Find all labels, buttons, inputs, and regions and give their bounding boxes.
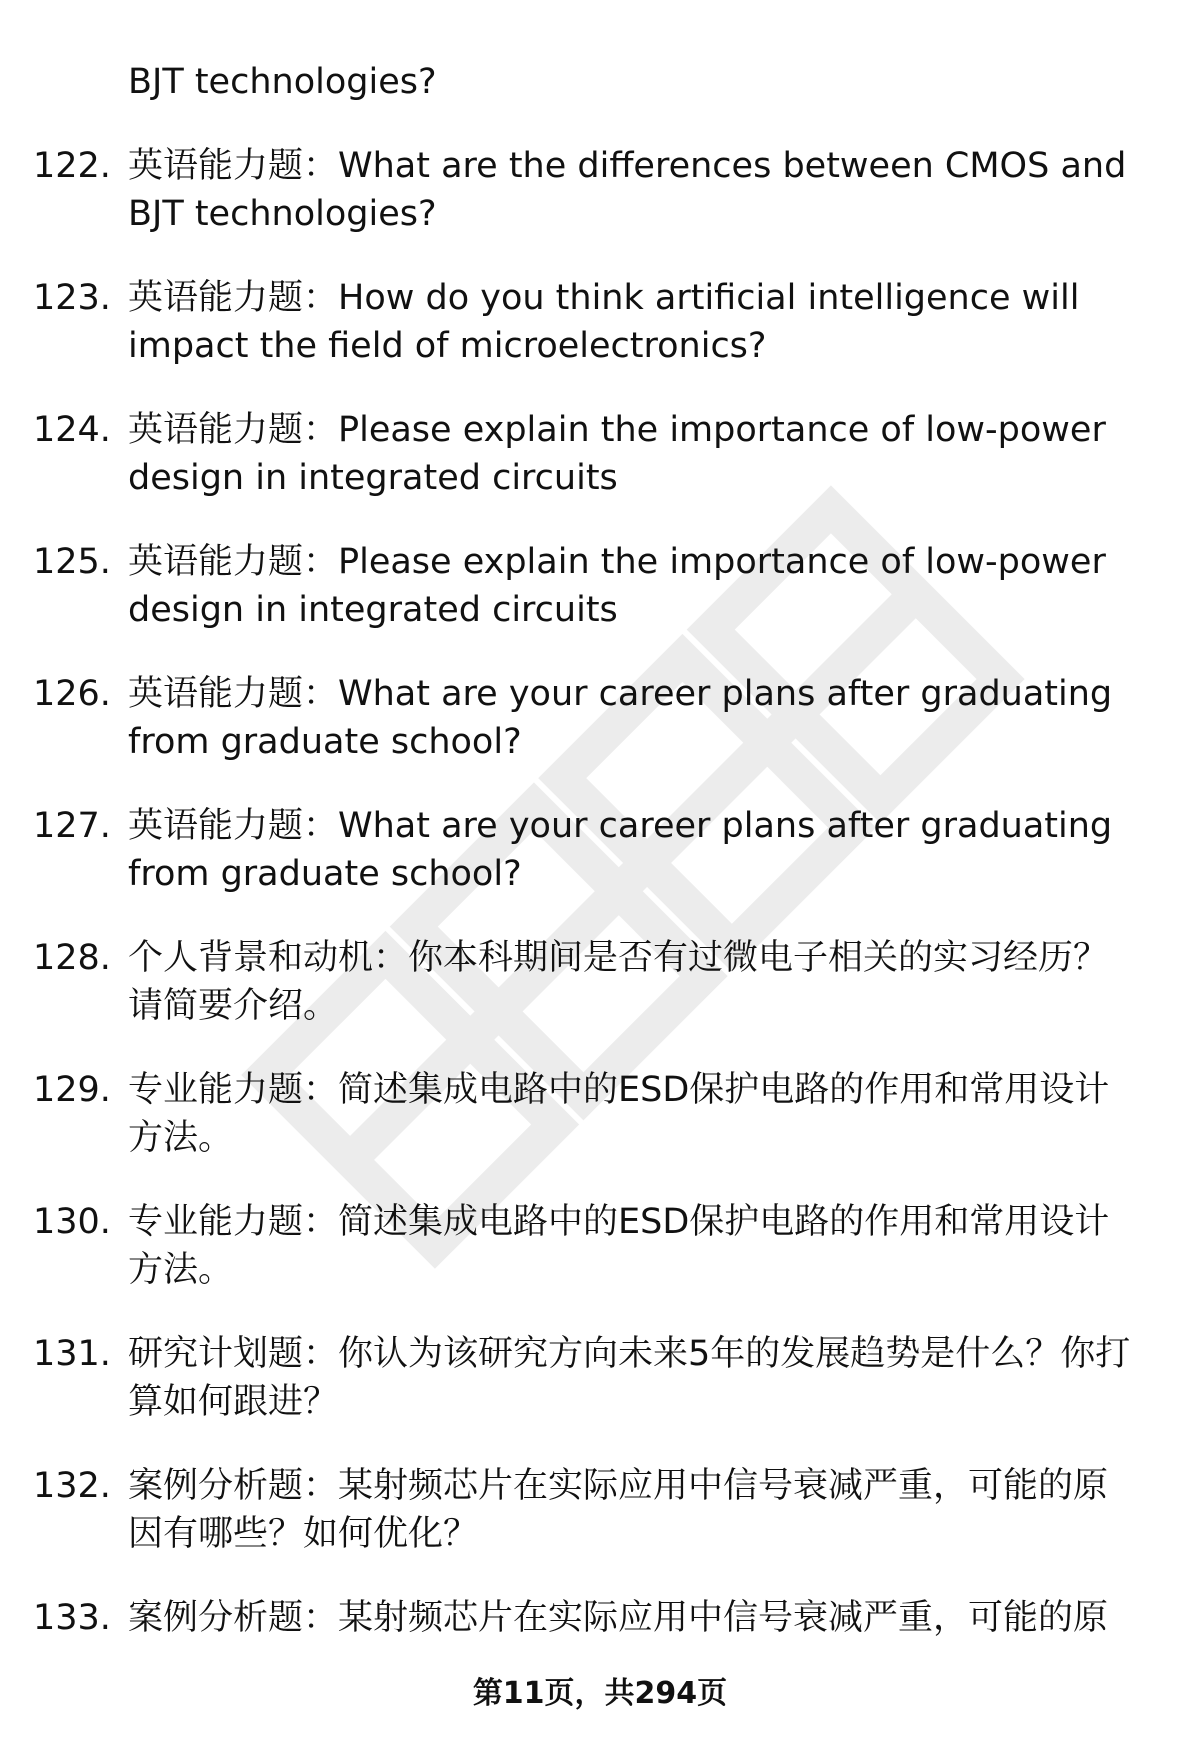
question-number: 128.	[33, 938, 111, 978]
question-number: 129.	[33, 1070, 111, 1110]
question-item	[0, 934, 1200, 1066]
question-text	[128, 538, 1168, 634]
question-item	[0, 802, 1200, 934]
question-text-line: from graduate school?	[128, 722, 522, 762]
question-text-line: 英语能力题：What are the differences between CMOS and	[128, 146, 1127, 186]
question-text-line: design in integrated circuits	[128, 590, 618, 630]
question-number: 122.	[33, 146, 111, 186]
question-text-line: 案例分析题：某射频芯片在实际应用中信号衰减严重，可能的原	[128, 1598, 1109, 1638]
question-text-line: 英语能力题：Please explain the importance of low-power	[128, 410, 1106, 450]
question-text-line: design in integrated circuits	[128, 458, 618, 498]
question-number: 131.	[33, 1334, 111, 1374]
question-text-line: 请简要介绍。	[128, 986, 339, 1026]
question-text-line: 专业能力题：简述集成电路中的ESD保护电路的作用和常用设计	[128, 1070, 1110, 1110]
question-text	[128, 802, 1168, 898]
question-number: 130.	[33, 1202, 111, 1242]
question-text	[128, 1594, 1168, 1642]
question-item	[0, 1198, 1200, 1330]
question-text	[128, 934, 1168, 1030]
question-text-line: from graduate school?	[128, 854, 522, 894]
question-item	[0, 538, 1200, 670]
question-text-line: BJT technologies?	[128, 194, 437, 234]
question-item	[0, 670, 1200, 802]
question-text	[128, 1462, 1168, 1558]
question-list	[0, 142, 1200, 1654]
question-text	[128, 1198, 1168, 1294]
question-item	[0, 274, 1200, 406]
question-text-line: 英语能力题：What are your career plans after graduating	[128, 806, 1113, 846]
question-text-line: 英语能力题：Please explain the importance of low-power	[128, 542, 1106, 582]
page-number-footer: 第11页，共294页	[472, 1676, 728, 1711]
question-item	[0, 1462, 1200, 1594]
question-number: 133.	[33, 1598, 111, 1638]
question-text-line: 方法。	[128, 1250, 234, 1290]
question-text	[128, 142, 1168, 238]
question-text	[128, 406, 1168, 502]
question-text-line: 专业能力题：简述集成电路中的ESD保护电路的作用和常用设计	[128, 1202, 1110, 1242]
question-number: 126.	[33, 674, 111, 714]
question-item	[0, 142, 1200, 274]
question-text-line: 研究计划题：你认为该研究方向未来5年的发展趋势是什么？你打	[128, 1334, 1131, 1374]
question-text-line: 案例分析题：某射频芯片在实际应用中信号衰减严重，可能的原	[128, 1466, 1109, 1506]
question-number: 125.	[33, 542, 111, 582]
continuation-text: BJT technologies?	[128, 62, 437, 102]
question-number: 124.	[33, 410, 111, 450]
question-text	[128, 1066, 1168, 1162]
question-number: 127.	[33, 806, 111, 846]
question-number: 132.	[33, 1466, 111, 1506]
question-text	[128, 274, 1168, 370]
question-text-line: 方法。	[128, 1118, 234, 1158]
question-item	[0, 1330, 1200, 1462]
question-text-line: 因有哪些？如何优化？	[128, 1514, 479, 1554]
question-text-line: 个人背景和动机：你本科期间是否有过微电子相关的实习经历？	[128, 938, 1109, 978]
question-text-line: impact the field of microelectronics?	[128, 326, 767, 366]
question-text	[128, 670, 1168, 766]
question-item	[0, 406, 1200, 538]
question-item	[0, 1594, 1200, 1654]
question-text-line: 英语能力题：What are your career plans after graduating	[128, 674, 1113, 714]
question-item	[0, 1066, 1200, 1198]
question-text-line: 英语能力题：How do you think artificial intelligence will	[128, 278, 1080, 318]
question-text	[128, 1330, 1168, 1426]
question-text-line: 算如何跟进？	[128, 1382, 339, 1422]
question-number: 123.	[33, 278, 111, 318]
